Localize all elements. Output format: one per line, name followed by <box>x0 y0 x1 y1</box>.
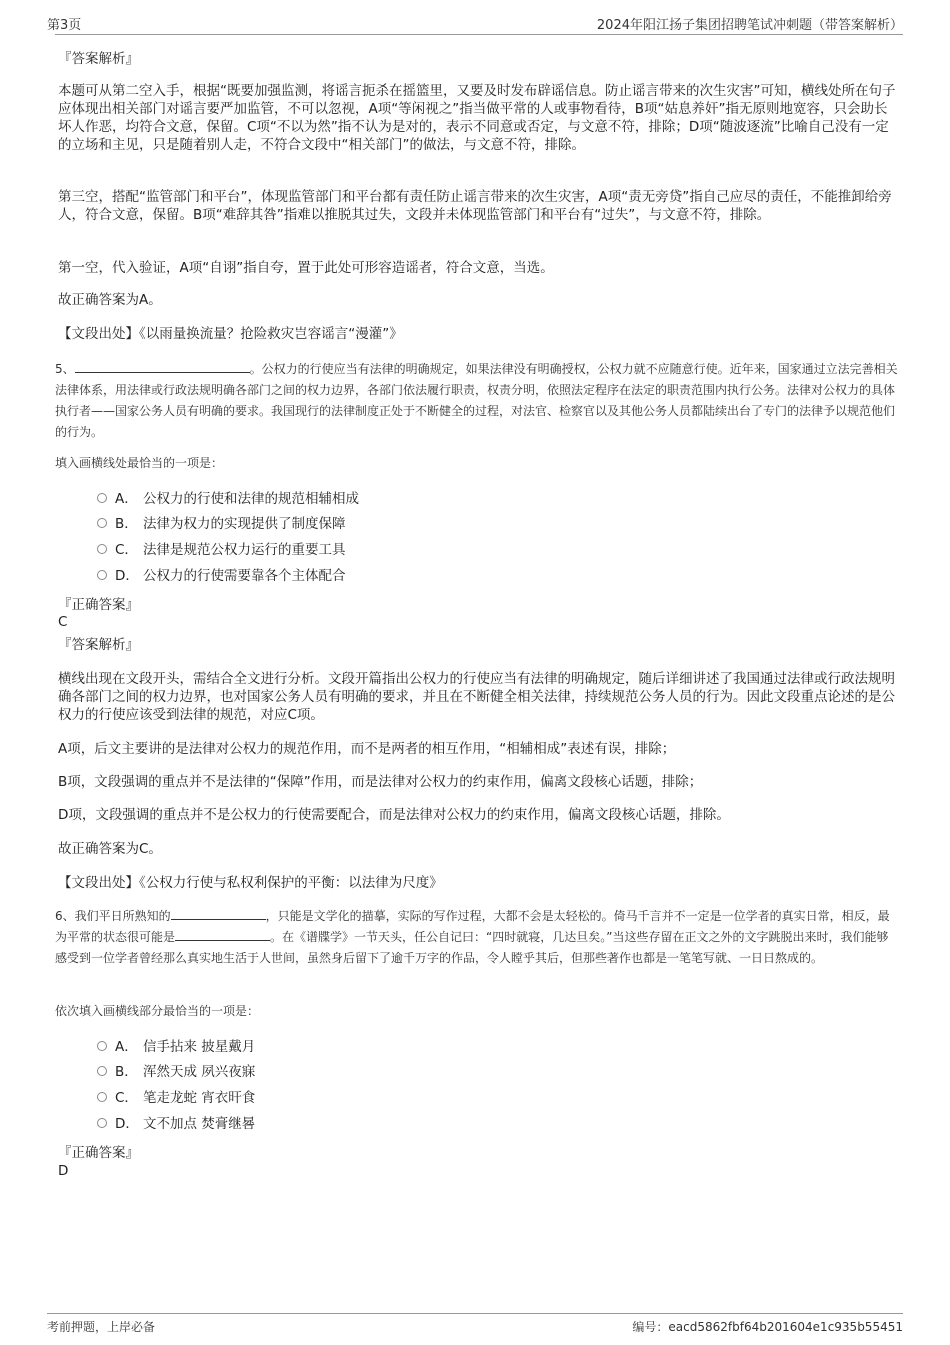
radio-icon[interactable] <box>97 493 107 503</box>
radio-icon[interactable] <box>97 1041 107 1051</box>
radio-icon[interactable] <box>97 1092 107 1102</box>
q6-blank-1 <box>171 907 266 920</box>
q5-option-c[interactable]: C． 法律是规范公权力运行的重要工具 <box>97 540 346 560</box>
q5-source: 【文段出处】《公权力行使与私权利保护的平衡：以法律为尺度》 <box>58 875 443 891</box>
q6-option-c[interactable]: C． 笔走龙蛇 宵衣旰食 <box>97 1088 255 1108</box>
q5-blank <box>75 360 250 373</box>
radio-icon[interactable] <box>97 1066 107 1076</box>
q6-option-a[interactable]: A． 信手拈来 披星戴月 <box>97 1037 255 1057</box>
q4-analysis-para3: 第一空，代入验证，A项“自诩”指自夸，置于此处可形容造谣者，符合文意，当选。 <box>58 260 554 276</box>
page-number: 第3页 <box>47 18 82 33</box>
q5-analysis-label: 『答案解析』 <box>58 637 139 653</box>
q5-analysis-para3: B项，文段强调的重点并不是法律的“保障”作用，而是法律对公权力的约束作用，偏离文段核心话题，排除； <box>58 774 703 790</box>
q4-analysis-para1: 本题可从第二空入手，根据“既要加强监测，将谣言扼杀在摇篮里，又要及时发布辟谣信息。防止谣言带来的次生灾害”可知，横线处所在句子应体现出相关部门对谣言要严加监管，不可以忽视，A项“等闲视之”指当做平常的人或事物看待，B项“姑息养奸”指无原则地宽容，只会助长坏人作恶，均符合文意，保留。C项“不以为然”指不认为是对的，表示不同意或否定，与文意不符，排除；D项“随波逐流”比喻自己没有一定的立场和主见，只是随着别人走，不符合文段中“相关部门”的做法，与文意不符，排除。 <box>58 83 896 153</box>
q6-blank-2 <box>175 928 270 941</box>
q5-analysis-para4: D项，文段强调的重点并不是公权力的行使需要配合，而是法律对公权力的约束作用，偏离文段核心话题，排除。 <box>58 807 730 823</box>
q5-option-d[interactable]: D． 公权力的行使需要靠各个主体配合 <box>97 566 346 586</box>
radio-icon[interactable] <box>97 570 107 580</box>
radio-icon[interactable] <box>97 544 107 554</box>
document-title: 2024年阳江扬子集团招聘笔试冲刺题（带答案解析） <box>596 18 903 33</box>
q5-stem <box>55 359 900 443</box>
document-id: 编号：eacd5862fbf64b201604e1c935b55451 <box>632 1320 903 1334</box>
q4-analysis-label: 『答案解析』 <box>58 51 139 67</box>
q4-source: 【文段出处】《以雨量换流量？抢险救灾岂容谣言“漫灌”》 <box>58 326 403 342</box>
q6-stem: 6、我们平日所熟知的 ，只能是文学化的描摹，实际的写作过程，大都不会是太轻松的。倚马千言并不一定是一位学者的真实日常，相反，最为平常的状态很可能是 。在《谱牒学》一节天头，任公自记曰：“四时就寝，几达旦矣。”当这些存留在正文之外的文字跳脱出来时，我们能够感受到一位学者曾经那么真实地生活于人世间，虽然身后留下了逾千万字的作品，令人瞠乎其后，但那些著作也都是一笔笔写就、一日日熬成的。 <box>55 909 890 965</box>
footer-slogan: 考前押题，上岸必备 <box>47 1320 156 1334</box>
q5-option-b[interactable]: B． 法律为权力的实现提供了制度保障 <box>97 514 346 534</box>
radio-icon[interactable] <box>97 1118 107 1128</box>
q5-stem-text: 。公权力的行使应当有法律的明确规定，如果法律没有明确授权，公权力就不应随意行使。近年来，国家通过立法完善相关法律体系，用法律或行政法规明确各部门之间的权力边界，各部门依法履行职责，权责分明，依照法定程序在法定的职责范围内执行公务。法律对公权力的具体执行者——国家公务人员有明确的要求。我国现行的法律制度正处于不断健全的过程，对法官、检察官以及其他公务人员都陆续出台了专门的法律予以规范他们的行为。 <box>55 362 898 439</box>
q6-option-b[interactable]: B． 浑然天成 夙兴夜寐 <box>97 1062 255 1082</box>
q6-prompt: 依次填入画横线部分最恰当的一项是： <box>55 1004 260 1018</box>
q5-answer-label: 『正确答案』 <box>58 597 139 613</box>
q6-option-d[interactable]: D． 文不加点 焚膏继晷 <box>97 1114 255 1134</box>
q4-analysis-para2: 第三空，搭配“监管部门和平台”，体现监管部门和平台都有责任防止谣言带来的次生灾害，A项“责无旁贷”指自己应尽的责任，不能推卸给旁人，符合文意，保留。B项“难辞其咎”指难以推脱其过失，文段并未体现监管部门和平台有“过失”，与文意不符，排除。 <box>58 189 892 223</box>
q5-analysis-para5: 故正确答案为C。 <box>58 841 162 857</box>
q5-option-a[interactable]: A． 公权力的行使和法律的规范相辅相成 <box>97 489 359 509</box>
q4-analysis-para4: 故正确答案为A。 <box>58 292 162 308</box>
q5-prompt: 填入画横线处最恰当的一项是： <box>55 456 224 470</box>
q5-number: 5、 <box>55 362 75 376</box>
page-header <box>47 14 903 35</box>
radio-icon[interactable] <box>97 518 107 528</box>
page-footer <box>47 1313 903 1336</box>
q5-analysis-para2: A项，后文主要讲的是法律对公权力的规范作用，而不是两者的相互作用，“相辅相成”表述有误，排除； <box>58 741 676 757</box>
q6-answer-label: 『正确答案』 <box>58 1145 139 1161</box>
q5-analysis-para1: 横线出现在文段开头，需结合全文进行分析。文段开篇指出公权力的行使应当有法律的明确规定，随后详细讲述了我国通过法律或行政法规明确各部门之间的权力边界，也对国家公务人员有明确的要求，并且在不断健全相关法律，持续规范公务人员的行为。因此文段重点论述的是公权力的行使应该受到法律的规范，对应C项。 <box>58 671 895 723</box>
q6-answer: D <box>58 1163 69 1179</box>
q5-answer: C <box>58 614 68 630</box>
